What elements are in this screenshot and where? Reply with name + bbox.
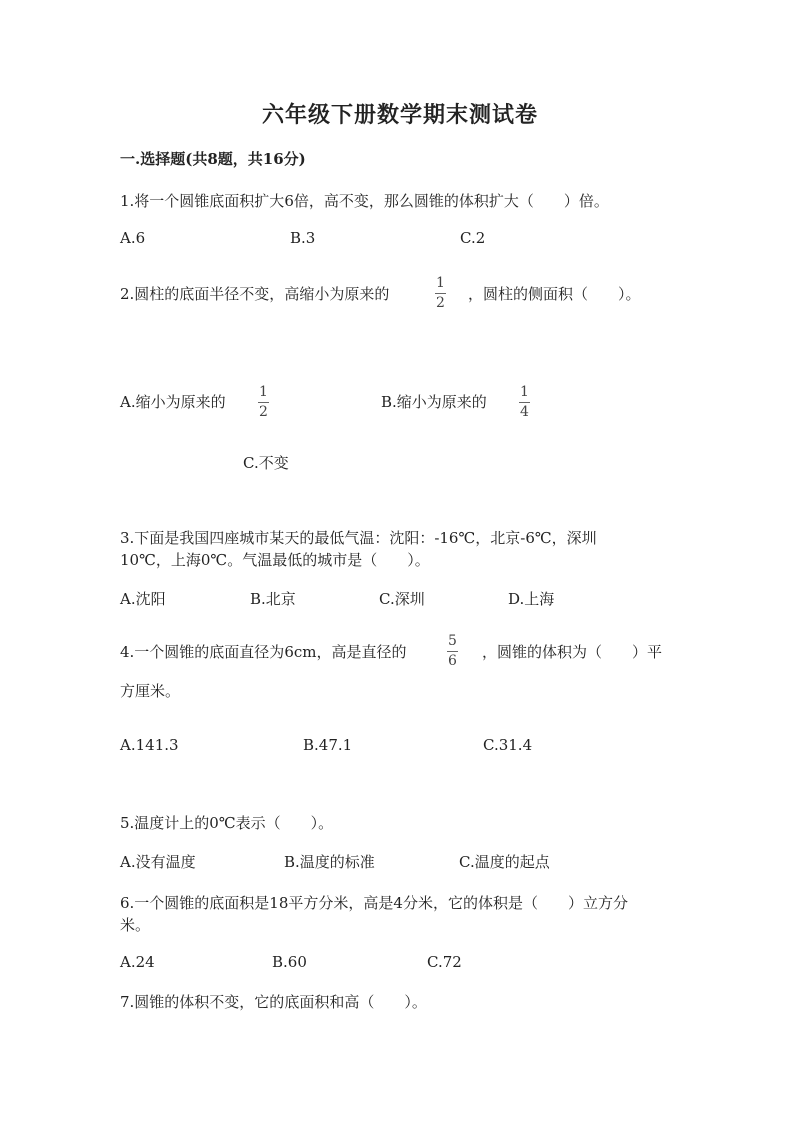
question-7-text: 7.圆锥的体积不变，它的底面积和高（ ）。 [120,993,427,1011]
question-6-option-c: C.72 [427,953,462,971]
question-4-text-end: ，圆锥的体积为（ ）平 [482,643,663,661]
question-6-option-a: A.24 [120,953,155,971]
question-4-option-c: C.31.4 [483,736,533,754]
question-6-text-line-2: 米。 [120,916,151,934]
fraction-numerator: 1 [436,275,445,291]
page-title: 六年级下册数学期末测试卷 [261,102,538,128]
question-5-option-c: C.温度的起点 [459,853,550,871]
fraction-numerator: 5 [448,633,457,649]
fraction-numerator: 1 [259,384,268,400]
question-3-text-line-1: 3.下面是我国四座城市某天的最低气温：沈阳：-16℃，北京-6℃，深圳 [120,529,597,547]
fraction-bar [519,402,530,403]
question-4-text-line-2: 方厘米。 [120,682,181,700]
question-5-option-a: A.没有温度 [120,853,196,871]
question-5-option-b: B.温度的标准 [284,853,375,871]
fraction-denominator: 2 [436,295,445,311]
question-3-option-a: A.沈阳 [120,590,166,608]
section-heading: 一.选择题(共8题，共16分) [120,150,306,168]
question-1-text: 1.将一个圆锥底面积扩大6倍，高不变，那么圆锥的体积扩大（ ）倍。 [120,192,609,210]
question-4-option-b: B.47.1 [303,736,353,754]
question-2-option-a-fraction [257,385,270,420]
fraction-denominator: 2 [259,404,268,420]
fraction-denominator: 4 [520,404,529,420]
question-6-text-line-1: 6.一个圆锥的底面积是18平方分米，高是4分米，它的体积是（ ）立方分 [120,894,628,912]
question-1-option-a: A.6 [120,229,146,247]
question-4-option-a: A.141.3 [120,736,179,754]
fraction-bar [435,293,446,294]
fraction-bar [258,402,269,403]
question-3-option-c: C.深圳 [379,590,425,608]
question-4-text: 4.一个圆锥的底面直径为6cm，高是直径的 [120,643,407,661]
question-2-option-a: A.缩小为原来的 [120,393,226,411]
question-3-option-b: B.北京 [250,590,296,608]
question-3-option-d: D.上海 [508,590,555,608]
fraction-bar [447,651,458,652]
question-1-option-b: B.3 [290,229,316,247]
question-1-option-c: C.2 [460,229,486,247]
question-2-option-b: B.缩小为原来的 [381,393,487,411]
question-6-option-b: B.60 [272,953,307,971]
question-4-fraction [446,634,459,669]
question-2-option-c: C.不变 [243,454,289,472]
fraction-numerator: 1 [520,384,529,400]
question-2-text: 2.圆柱的底面半径不变，高缩小为原来的 [120,285,390,303]
question-2-text-end: ，圆柱的侧面积（ ）。 [468,285,641,303]
question-2-option-b-fraction [518,385,531,420]
fraction-denominator: 6 [448,653,457,669]
question-5-text: 5.温度计上的0℃表示（ ）。 [120,814,334,832]
question-2-fraction [434,276,447,311]
question-3-text-line-2: 10℃，上海0℃。气温最低的城市是（ ）。 [120,551,430,569]
